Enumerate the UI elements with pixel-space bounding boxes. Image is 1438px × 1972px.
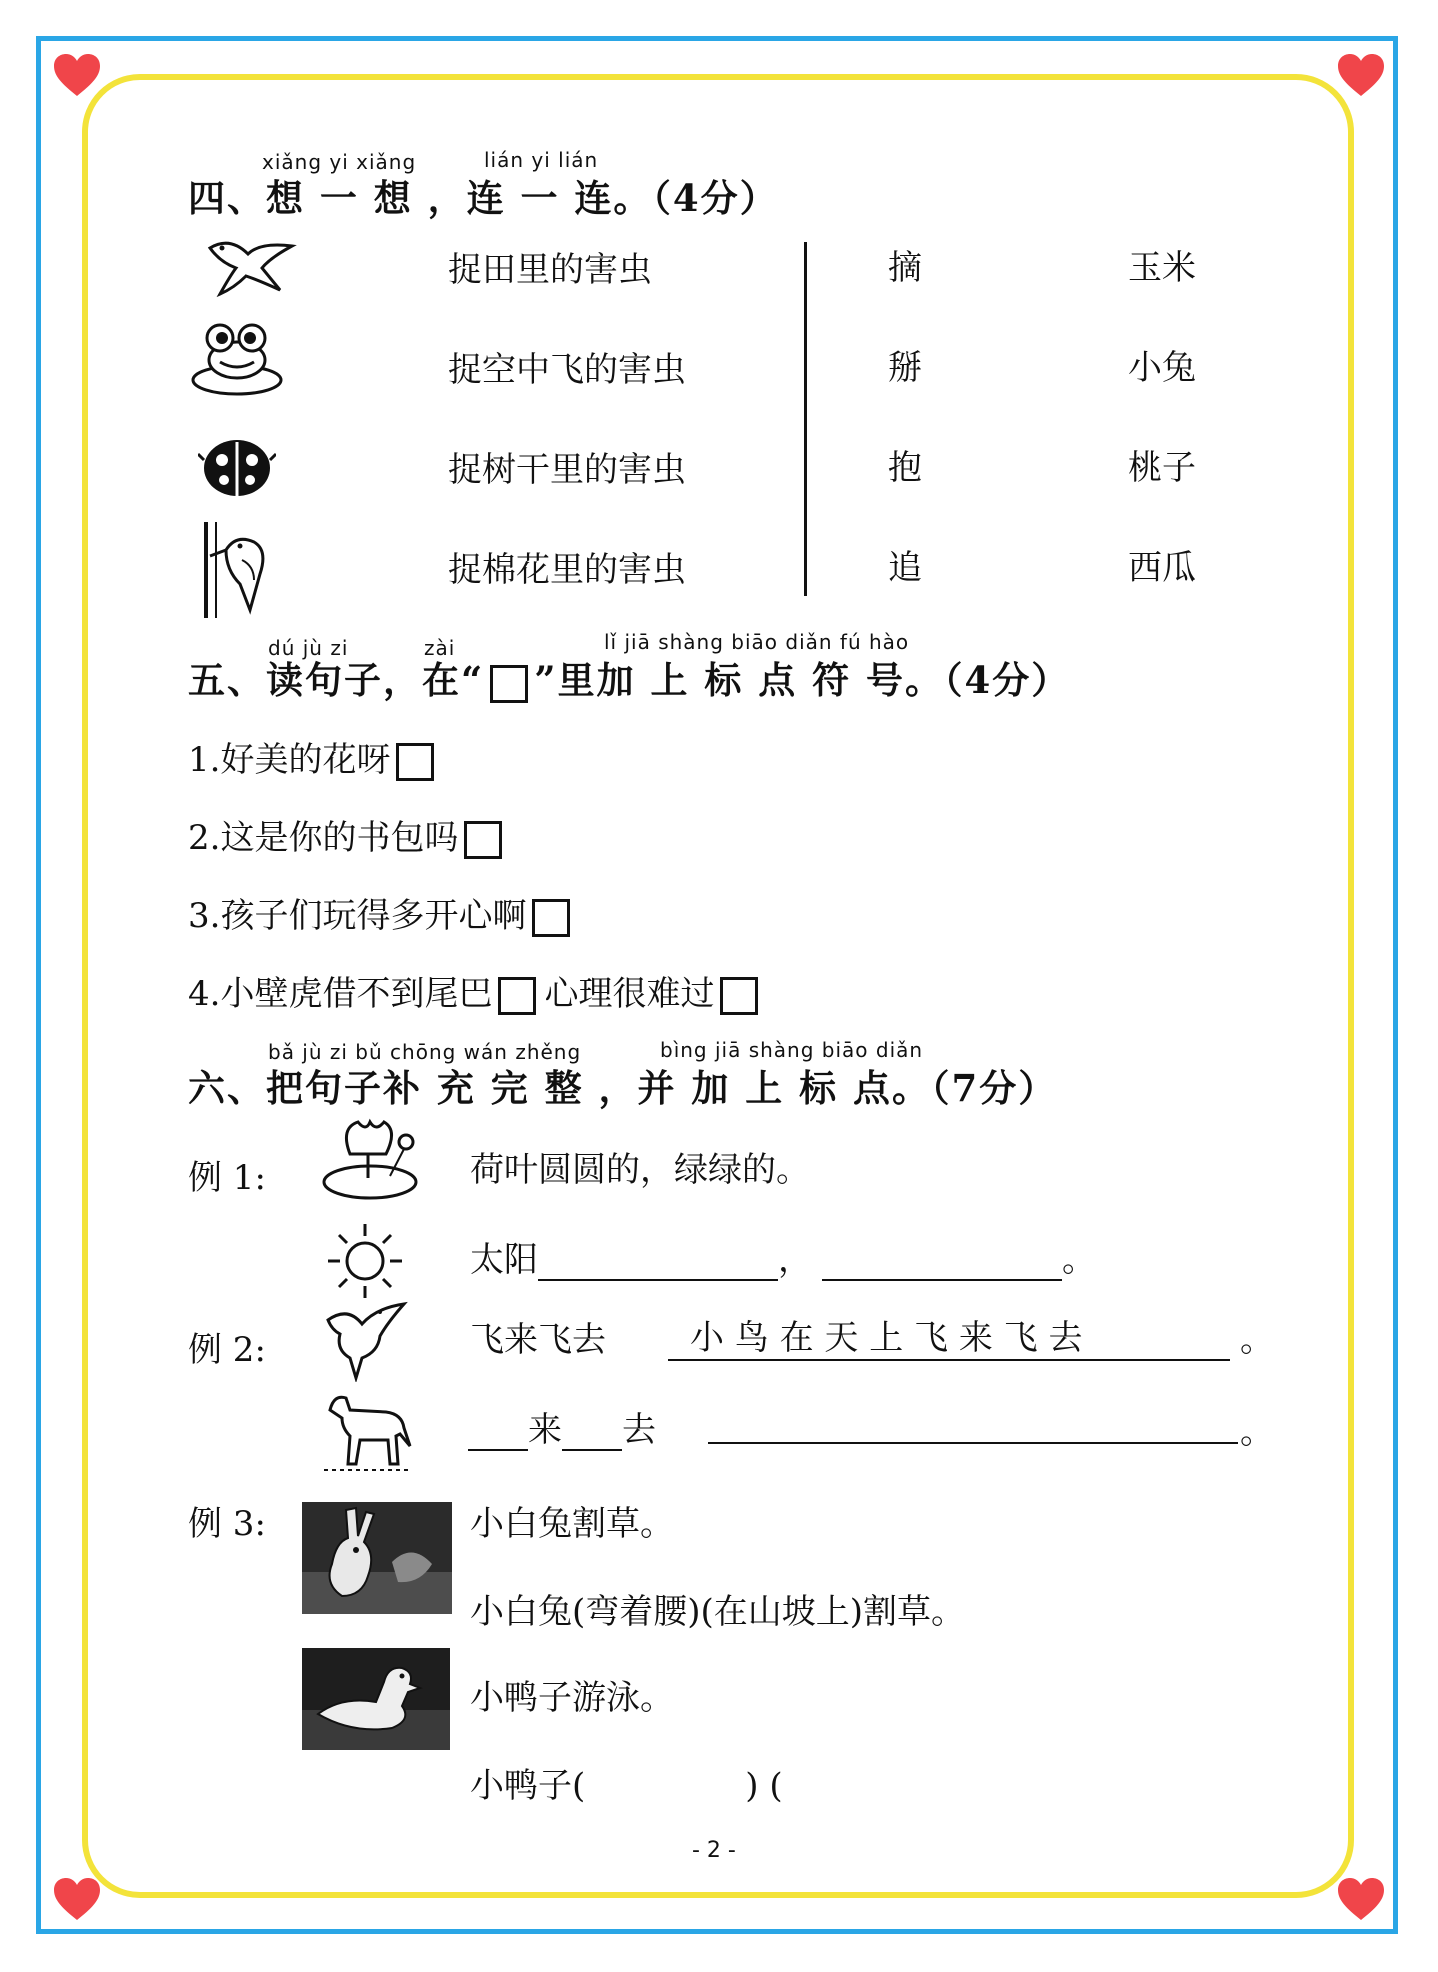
list-item: 1.好美的花呀 [188,732,434,781]
example-sentence: 小鸭子游泳。 [470,1678,674,1718]
object-item: 小兔 [1128,348,1196,388]
answer-blank[interactable] [468,1409,528,1451]
pinyin-annotation: lián yi lián [484,148,599,172]
fill-in-line [708,1402,1238,1444]
answer-box[interactable] [464,821,502,859]
verb-item: 掰 [888,348,922,388]
answer-blank[interactable] [538,1239,778,1281]
heart-icon [1336,1876,1386,1922]
heart-icon [52,52,102,98]
frog-icon [190,318,285,398]
duck-photo [302,1648,450,1750]
example-label: 例 2: [188,1330,266,1370]
answer-box[interactable] [720,977,758,1015]
answer-blank[interactable] [562,1409,622,1451]
list-item: 捉田里的害虫 [448,250,652,290]
example-label: 例 1: [188,1158,266,1198]
list-item: 捉树干里的害虫 [448,450,686,490]
period: 。 [1240,1412,1274,1452]
column-divider [804,242,807,596]
sun-icon [326,1222,404,1300]
period: 。 [1240,1320,1274,1360]
answer-blank[interactable] [822,1239,1062,1281]
list-item: 4.小壁虎借不到尾巴 心理很难过 [188,966,758,1015]
heart-icon [1336,52,1386,98]
example-sentence: 小白兔割草。 [470,1504,674,1544]
example-sentence: 荷叶圆圆的，绿绿的。 [470,1150,810,1190]
example-answer: 小 鸟 在 天 上 飞 来 飞 去 [668,1310,1230,1361]
pinyin-annotation: xiǎng yi xiǎng [262,150,417,174]
verb-item: 抱 [888,448,922,488]
pinyin-annotation: lǐ jiā shàng biāo diǎn fú hào [604,630,910,654]
pinyin-annotation: bìng jiā shàng biāo diǎn [660,1038,924,1062]
horse-icon [320,1388,416,1476]
rabbit-photo [302,1502,452,1614]
bird-icon [200,228,300,298]
object-item: 玉米 [1128,248,1196,288]
fill-in-line: 小鸭子( ) ( [470,1766,783,1806]
ladybug-icon [198,430,276,500]
list-item: 捉空中飞的害虫 [448,350,686,390]
pinyin-annotation: dú jù zi [268,636,349,660]
list-item: 捉棉花里的害虫 [448,550,686,590]
fill-in-line: 来 去 [468,1402,656,1451]
object-item: 桃子 [1128,448,1196,488]
pinyin-annotation: zài [424,636,456,660]
verb-item: 追 [888,548,922,588]
answer-blank[interactable] [585,1766,745,1806]
answer-box[interactable] [498,977,536,1015]
section-title-4: 四、想 一 想 ，连 一 连。（4分） [188,176,779,220]
example-phrase: 飞来飞去 [470,1320,606,1360]
fill-in-line: 太阳 ， 。 [470,1240,1096,1280]
example-label: 例 3: [188,1504,266,1544]
answer-box [490,665,528,703]
section-title-6: 六、把句子补 充 完 整 ，并 加 上 标 点。（7分） [188,1066,1058,1110]
heart-icon [52,1876,102,1922]
example-sentence: 小白兔(弯着腰)(在山坡上)割草。 [470,1592,966,1632]
bird-icon [322,1300,408,1382]
page-number: - 2 - [692,1838,736,1863]
woodpecker-icon [196,520,276,620]
object-item: 西瓜 [1128,548,1196,588]
answer-blank[interactable] [708,1402,1238,1444]
pinyin-annotation: bǎ jù zi bǔ chōng wán zhěng [268,1040,582,1064]
lotus-icon [320,1118,420,1202]
list-item: 2.这是你的书包吗 [188,810,502,859]
verb-item: 摘 [888,248,922,288]
section-title-5: 五、读句子，在“ ”里加 上 标 点 符 号。（4分） [188,658,1071,702]
answer-box[interactable] [532,899,570,937]
list-item: 3.孩子们玩得多开心啊 [188,888,570,937]
answer-box[interactable] [396,743,434,781]
